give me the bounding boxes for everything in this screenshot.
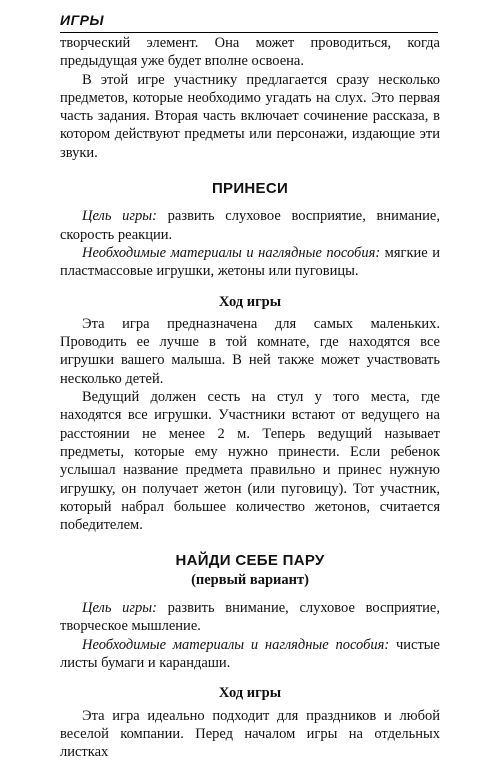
- game1-paragraph-1: Эта игра предназначена для самых маленьких. Проводить ее лучше в той комнате, где находятся все игрушки вашего малыша. В ней также может участвовать несколько детей.: [60, 315, 440, 388]
- game1-goal: [60, 207, 440, 244]
- section-title: ИГРЫ: [60, 12, 104, 28]
- game-title-naydi-sebe-paru: НАЙДИ СЕБЕ ПАРУ: [60, 552, 440, 570]
- game1-materials: [60, 244, 440, 281]
- game2-goal: [60, 599, 440, 636]
- materials-label: Необходимые материалы и наглядные пособия:: [82, 245, 380, 261]
- materials-text: мягкие и пластмассовые игрушки, жетоны или пуговицы.: [60, 245, 440, 279]
- page-body: [60, 34, 440, 761]
- game1-course-heading: Ход игры: [60, 293, 440, 311]
- materials-text: чистые листы бумаги и карандаши.: [60, 637, 440, 671]
- intro-paragraph-2: В этой игре участнику предлагается сразу несколько предметов, которые необходимо угадать на слух. Это первая часть задания. Вторая часть включает сочинение рассказа, в котором действуют предметы или персонажи, издающие эти звуки.: [60, 71, 440, 162]
- goal-text: развить внимание, слуховое восприятие, творческое мышление.: [60, 600, 440, 634]
- game2-variant: (первый вариант): [60, 571, 440, 589]
- goal-label: Цель игры:: [82, 600, 157, 616]
- running-header: [60, 10, 438, 33]
- goal-label: Цель игры:: [82, 208, 157, 224]
- game-title-prinesi: ПРИНЕСИ: [60, 180, 440, 198]
- game2-course-heading: Ход игры: [60, 684, 440, 702]
- game2-paragraph-1: Эта игра идеально подходит для праздников и любой веселой компании. Перед началом игры на отдельных листках: [60, 707, 440, 761]
- goal-text: развить слуховое восприятие, внимание, скорость реакции.: [60, 208, 440, 242]
- materials-label: Необходимые материалы и наглядные пособия:: [82, 637, 389, 653]
- intro-paragraph-1: творческий элемент. Она может проводиться, когда предыдущая уже будет вполне освоена.: [60, 34, 440, 71]
- game2-materials: [60, 636, 440, 673]
- game1-paragraph-2: Ведущий должен сесть на стул у того места, где находятся все игрушки. Участники встают от ведущего на расстоянии не менее 2 м. Теперь ведущий называет предметы, которые ему нужно принести. Если ребенок услышал название предмета правильно и принес нужную игрушку, он получает жетон (или пуговицу). Тот участник, который набрал большее количество жетонов, считается победителем.: [60, 388, 440, 534]
